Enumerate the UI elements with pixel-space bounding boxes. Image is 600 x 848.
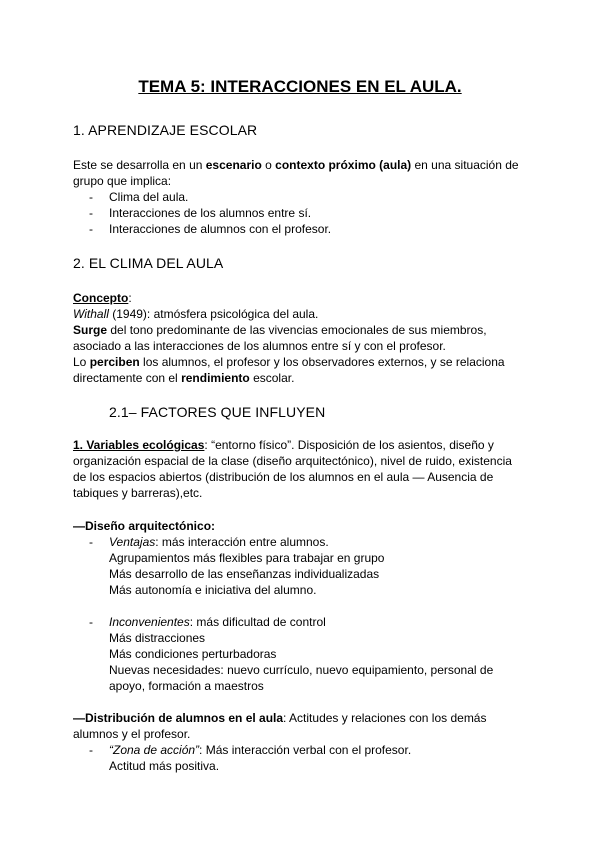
paragraph-line: organización espacial de la clase (diseño arquitectónico), nivel de ruido, existencia (73, 454, 512, 468)
list-item (109, 742, 411, 759)
text-run: los alumnos, el profesor y los observadores externos, y se relaciona (139, 355, 505, 369)
text-run: directamente con el (73, 371, 182, 385)
bullet-dash: - (89, 206, 93, 220)
paragraph-line (73, 710, 486, 727)
text-run: Este se desarrolla en un (73, 158, 206, 172)
text-run: : más dificultad de control (189, 615, 326, 629)
paragraph-line (73, 157, 519, 174)
text-run: : (128, 291, 132, 305)
text-run: Lo (73, 355, 90, 369)
list-item-line: Más autonomía e iniciativa del alumno. (109, 583, 317, 597)
paragraph-line (73, 354, 505, 371)
list-item-line: Más distracciones (109, 631, 206, 645)
paragraph-line: alumnos y el profesor. (73, 727, 191, 741)
italic-term: Withall (73, 307, 109, 321)
concepto-label: Concepto (73, 291, 129, 305)
paragraph-line: asociado a las interacciones de los alumnos entre sí y con el profesor. (73, 339, 446, 353)
list-item-line: Más desarrollo de las enseñanzas individualizadas (109, 567, 380, 581)
concepto-label-line (73, 290, 132, 307)
bold-term: Surge (73, 323, 108, 337)
list-item: Interacciones de los alumnos entre sí. (109, 206, 312, 220)
text-run: o (261, 158, 276, 172)
subsection-heading-factores: 2.1– FACTORES QUE INFLUYEN (109, 404, 326, 420)
bullet-dash: - (89, 190, 93, 204)
bold-term: perciben (89, 355, 140, 369)
text-run: (1949): atmósfera psicológica del aula. (108, 307, 319, 321)
text-run: escolar. (249, 371, 295, 385)
section-heading-aprendizaje: 1. APRENDIZAJE ESCOLAR (73, 122, 258, 138)
list-item-line: Actitud más positiva. (109, 759, 220, 773)
paragraph-line: tabiques y barreras),etc. (73, 486, 203, 500)
italic-term: Ventajas (109, 535, 156, 549)
italic-term: Inconvenientes (109, 615, 190, 629)
paragraph-line (73, 306, 318, 323)
italic-term: “Zona de acción” (109, 743, 200, 757)
bold-term: contexto próximo (aula) (275, 158, 412, 172)
text-run: : “entorno físico”. Disposición de los asientos, diseño y (204, 438, 494, 452)
paragraph-line: de los espacios abiertos (distribución de los alumnos en el aula — Ausencia de (73, 470, 494, 484)
bold-term: escenario (205, 158, 262, 172)
list-item: Clima del aula. (109, 190, 189, 204)
list-item (109, 614, 326, 631)
bullet-dash: - (89, 743, 93, 757)
subheading-diseno: —Diseño arquitectónico: (73, 519, 216, 533)
text-run: en una situación de (411, 158, 519, 172)
list-item-line: Más condiciones perturbadoras (109, 647, 277, 661)
text-run: : Actitudes y relaciones con los demás (283, 711, 487, 725)
bullet-dash: - (89, 222, 93, 236)
bold-term: rendimiento (181, 371, 250, 385)
bullet-dash: - (89, 535, 93, 549)
paragraph-line (73, 322, 487, 339)
text-run: : Más interacción verbal con el profesor. (199, 743, 412, 757)
list-item-line: apoyo, formación a maestros (109, 679, 264, 693)
paragraph-line: grupo que implica: (73, 174, 172, 188)
text-run: : más interacción entre alumnos. (155, 535, 329, 549)
text-run: del tono predominante de las vivencias emocionales de sus miembros, (107, 323, 487, 337)
paragraph-line (73, 370, 294, 387)
list-item: Interacciones de alumnos con el profesor. (109, 222, 332, 236)
bullet-dash: - (89, 615, 93, 629)
bold-term: 1. Variables ecológicas (73, 438, 205, 452)
list-item (109, 534, 329, 551)
section-heading-clima: 2. EL CLIMA DEL AULA (73, 255, 224, 271)
bold-term: —Distribución de alumnos en el aula (73, 711, 284, 725)
page-title: TEMA 5: INTERACCIONES EN EL AULA. (138, 77, 462, 96)
list-item-line: Agrupamientos más flexibles para trabajar en grupo (109, 551, 385, 565)
paragraph-line (73, 437, 494, 454)
list-item-line: Nuevas necesidades: nuevo currículo, nuevo equipamiento, personal de (109, 663, 494, 677)
